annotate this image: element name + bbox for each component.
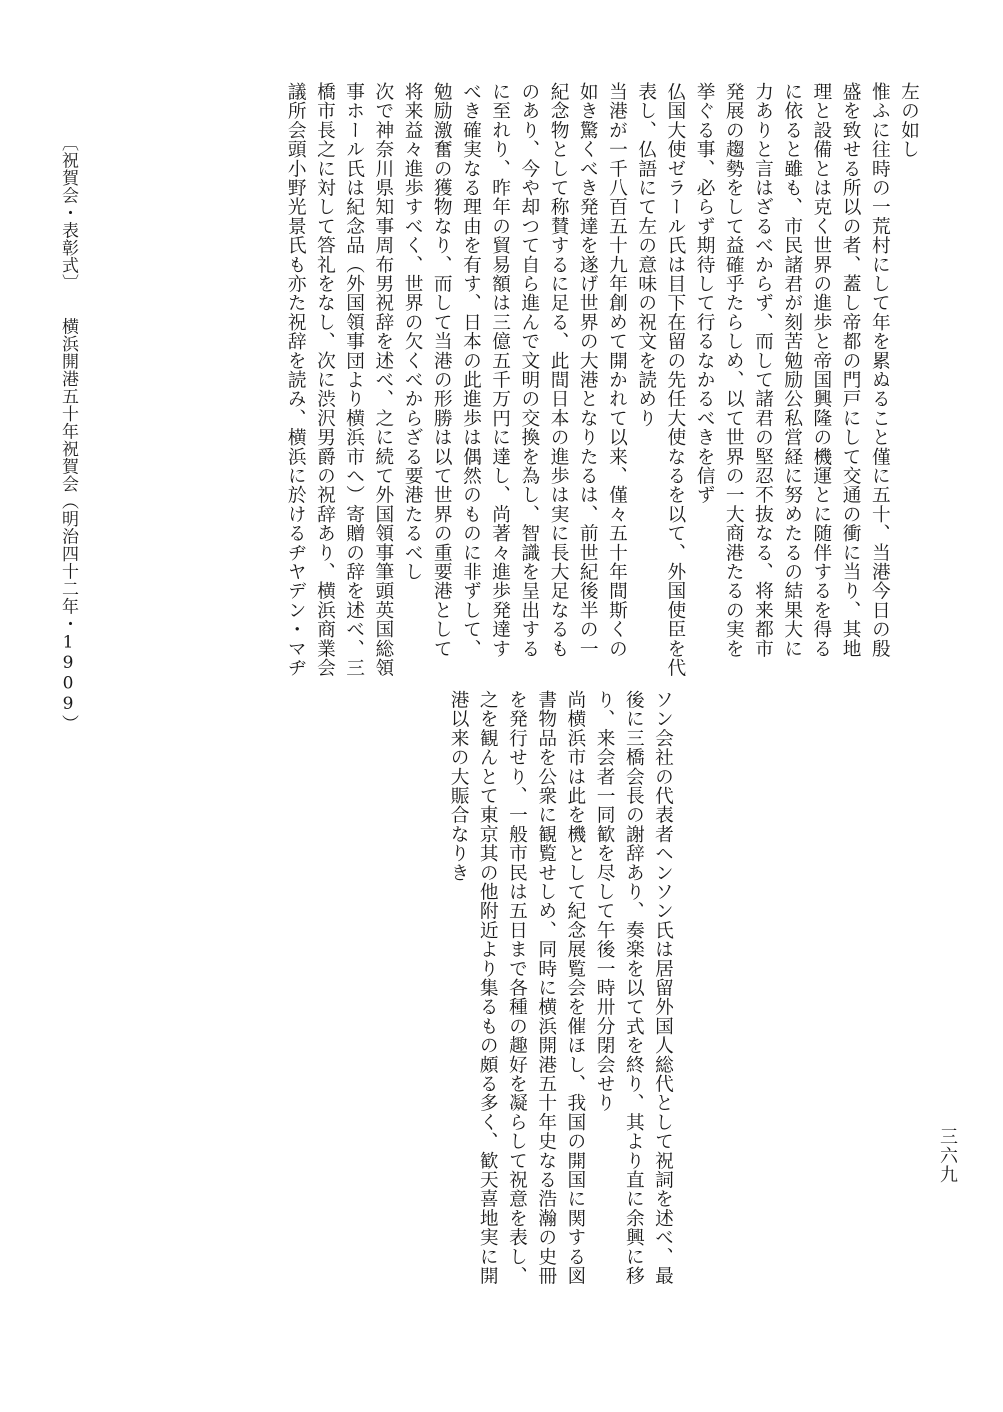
text-column: 次で神奈川県知事周布男祝辞を述べ、之に続て外国領事筆頭英国総領: [372, 82, 394, 678]
text-column: 発展の趨勢をして益確乎たらしめ、以て世界の一大商港たるの実を: [722, 82, 744, 658]
text-column: に依ると雖も、市民諸君が刻苦勉励公私営経に努めたるの結果大に: [781, 82, 803, 658]
text-column: 当港が一千八百五十九年創めて開かれて以来、僅々五十年間斯くの: [605, 82, 627, 658]
text-column: 力ありと言はざるべからず、而して諸君の堅忍不抜なる、将来都市: [751, 82, 773, 658]
text-column: 後に三橋会長の謝辞あり、奏楽を以て式を終り、其より直に余興に移: [622, 690, 644, 1286]
section-label: 〔祝賀会・表彰式〕: [58, 134, 78, 292]
text-column: 尚横浜市は此を機として紀念展覧会を催ほし、我国の開国に関する図: [564, 690, 586, 1286]
text-column: ソン会社の代表者ヘンソン氏は居留外国人総代として祝詞を述べ、最: [652, 690, 673, 1286]
text-column: 港以来の大賑合なりき: [447, 690, 469, 882]
running-title: 横浜開港五十年祝賀会（明治四十二年・1909）: [58, 317, 78, 732]
lower-text-block: [443, 690, 677, 1286]
text-column: 惟ふに往時の一荒村にして年を累ぬること僅に五十、当港今日の殷: [868, 82, 890, 658]
text-column: り、来会者一同歓を尽して午後一時卅分閉会せり: [593, 690, 615, 1113]
text-column: 紀念物として称賛するに足る、此間日本の進歩は実に長大足なるも: [547, 82, 569, 658]
text-column: のあり、今や却つて自ら進んで文明の交換を為し、智識を呈出する: [518, 82, 540, 658]
text-column: を発行せり、一般市民は五日まで各種の趣好を凝らして祝意を表し、: [505, 690, 527, 1286]
text-column: 橋市長之に対して答礼をなし、次に渋沢男爵の祝辞あり、横浜商業会: [313, 82, 335, 678]
text-column: べき確実なる理由を有す、日本の此進歩は偶然のものに非ずして、: [459, 82, 481, 658]
text-column: 之を観んとて東京其の他附近より集るもの頗る多く、歓天喜地実に開: [476, 690, 498, 1286]
text-column: 表し、仏語にて左の意味の祝文を読めり: [635, 82, 657, 428]
text-column: 将来益々進歩すべく、世界の欠くべからざる要港たるべし: [401, 82, 423, 582]
text-column: 左の如し: [898, 82, 919, 159]
running-header: [56, 134, 81, 732]
text-column: 勉励激奮の獲物なり、而して当港の形勝は以て世界の重要港として: [430, 82, 452, 658]
text-column: 議所会頭小野光景氏も亦た祝辞を読み、横浜に於けるヂヤデン・マヂ: [284, 82, 306, 678]
text-column: 理と設備とは克く世界の進歩と帝国興隆の機運とに随伴するを得る: [810, 82, 832, 658]
text-column: 挙ぐる事、必らず期待して行るなかるべきを信ず: [693, 82, 715, 505]
page-number: 三六九: [937, 1127, 958, 1184]
text-column: 事ホール氏は紀念品（外国領事団より横浜市へ）寄贈の辞を述べ、三: [343, 82, 365, 678]
text-column: 如き驚くべき発達を遂げ世界の大港となりたるは、前世紀後半の一: [576, 82, 598, 658]
upper-text-block: [281, 82, 923, 678]
text-column: 仏国大使ゼラール氏は目下在留の先任大使なるを以て、外国使臣を代: [664, 82, 686, 678]
text-column: に至れり、昨年の貿易額は三億五千万円に達し、尚著々進歩発達す: [489, 82, 511, 658]
text-column: 盛を致せる所以の者、蓋し帝都の門戸にして交通の衝に当り、其地: [839, 82, 861, 658]
text-column: 書物品を公衆に観覧せしめ、同時に横浜開港五十年史なる浩瀚の史冊: [535, 690, 557, 1286]
